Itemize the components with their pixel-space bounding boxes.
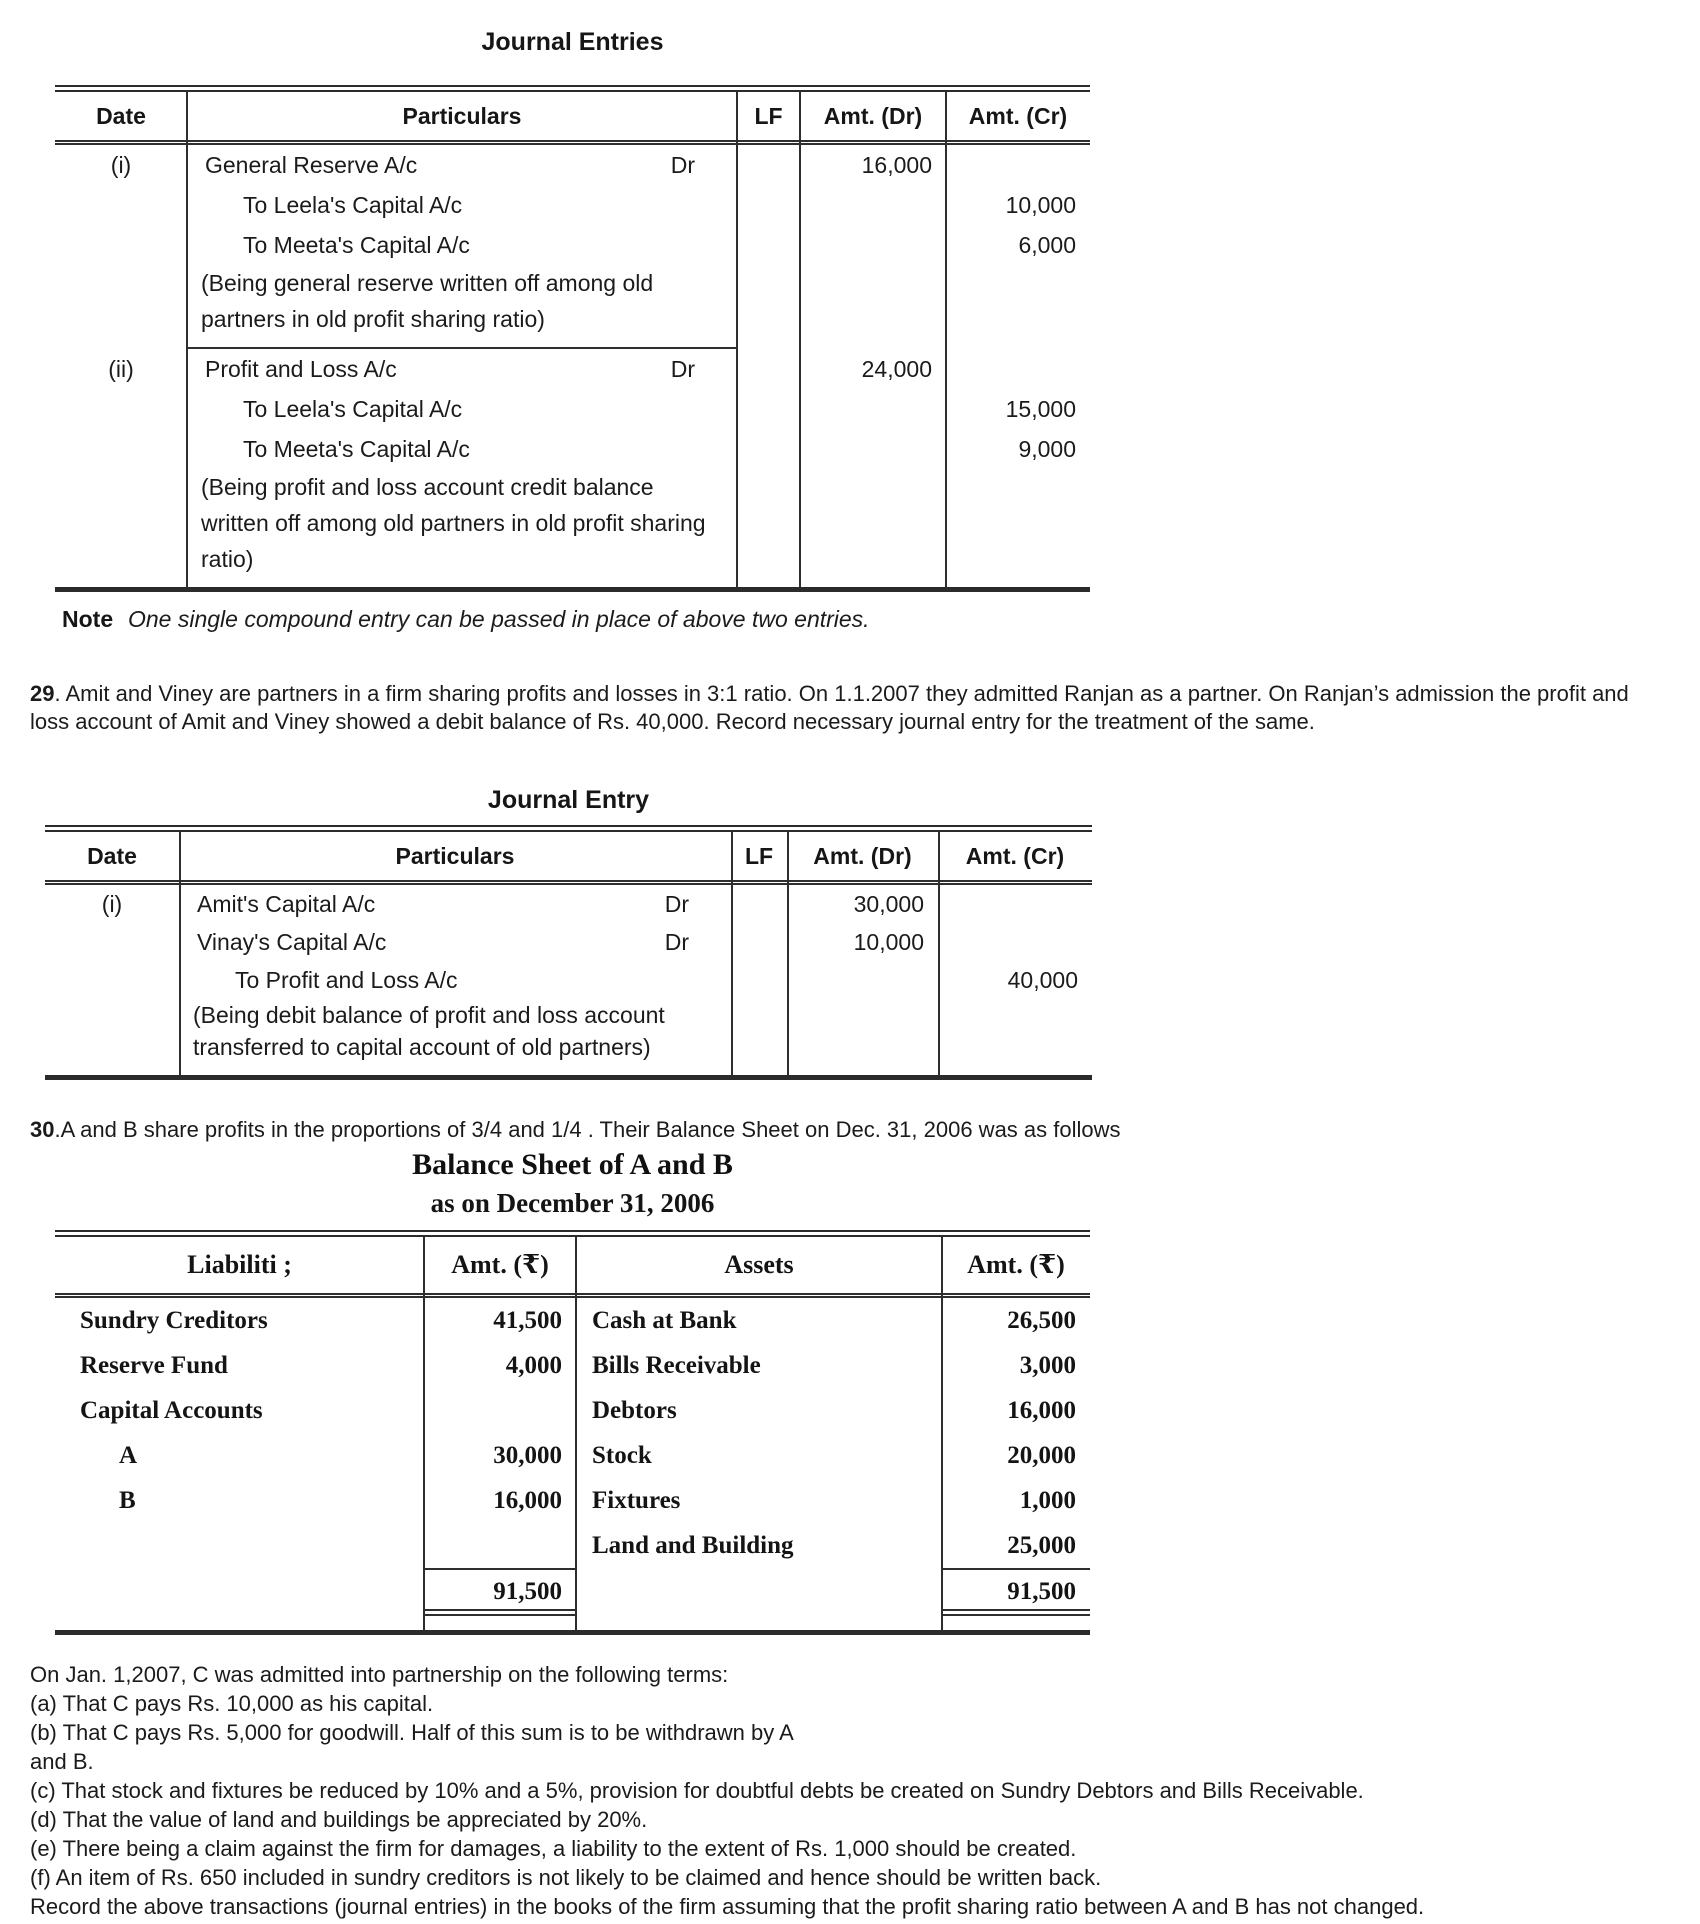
header-amt-dr: Amt. (Dr) <box>813 843 912 869</box>
table-rule <box>179 832 181 1075</box>
header-amt-cr: Amt. (Cr) <box>965 843 1065 869</box>
balance-sheet-header-row <box>55 1237 1090 1293</box>
amount-cr <box>946 349 1090 389</box>
particulars-line <box>187 349 737 389</box>
asset-amount: 25,000 <box>1007 1532 1076 1559</box>
liabilities-total: 91,500 <box>424 1568 576 1616</box>
liability-amount <box>424 1388 576 1433</box>
amount-cr <box>946 145 1090 185</box>
spacer <box>55 1568 424 1616</box>
terms-line: (d) That the value of land and buildings be appreciated by 20%. <box>30 1807 648 1832</box>
terms-line: and B. <box>30 1749 94 1774</box>
amt-cr-cell <box>946 145 1090 347</box>
liability-name: Capital Accounts <box>80 1397 263 1424</box>
narration: (Being general reserve written off among old partners in old profit sharing ratio) <box>201 270 654 332</box>
balance-sheet-table <box>55 1230 1090 1635</box>
balance-sheet-row <box>55 1388 1090 1433</box>
liability-name: A <box>119 1442 138 1469</box>
asset-amount: 1,000 <box>1019 1487 1076 1514</box>
amount-dr: 30,000 <box>853 891 924 917</box>
journal-entries-title: Journal Entries <box>481 28 664 56</box>
account-name: To Meeta's Capital A/c <box>243 435 470 462</box>
liability-amount: 4,000 <box>505 1352 562 1379</box>
amount-cr <box>938 885 1092 923</box>
particulars-line <box>187 225 737 265</box>
particulars-line <box>179 885 731 923</box>
entry-date: (i) <box>101 891 123 917</box>
question-text: .A and B share profits in the proportions of 3/4 and 1/4 . Their Balance Sheet on Dec. 31, 2006 was as follows <box>54 1117 1121 1142</box>
liability-name: Reserve Fund <box>80 1352 228 1379</box>
spacer <box>576 1568 942 1616</box>
dr-label: Dr <box>670 151 695 178</box>
account-name: To Leela's Capital A/c <box>243 191 463 218</box>
table-rule <box>186 92 188 587</box>
balance-sheet-row <box>55 1298 1090 1343</box>
terms-line: (f) An item of Rs. 650 included in sundry creditors is not likely to be claimed and hence should be written back. <box>30 1865 1102 1890</box>
table-rule <box>799 92 801 587</box>
terms-line: (e) There being a claim against the firm for damages, a liability to the extent of Rs. 1,000 should be created. <box>30 1836 1077 1861</box>
liability-amount: 41,500 <box>493 1307 562 1334</box>
lf-cell <box>731 885 787 1075</box>
account-name: Vinay's Capital A/c <box>197 928 387 955</box>
particulars-line <box>179 961 731 999</box>
journal-entry-title: Journal Entry <box>487 786 650 814</box>
account-name: General Reserve A/c <box>205 151 418 178</box>
balance-sheet-totals-row <box>55 1568 1090 1616</box>
particulars-line <box>187 429 737 469</box>
liability-amount <box>424 1523 576 1568</box>
spacer <box>55 1616 1090 1630</box>
particulars-line <box>187 145 737 185</box>
entry-date: (i) <box>110 152 132 178</box>
note-label: Note <box>62 606 114 632</box>
balance-sheet-row <box>55 1478 1090 1523</box>
liability-name: B <box>119 1487 136 1514</box>
amount-cr: 6,000 <box>1018 232 1076 258</box>
terms-line: (a) That C pays Rs. 10,000 as his capital. <box>30 1691 434 1716</box>
header-particulars: Particulars <box>402 103 522 129</box>
question-number: 29 <box>30 681 55 706</box>
admission-terms <box>30 1660 1680 1921</box>
balance-sheet-row <box>55 1433 1090 1478</box>
dr-label: Dr <box>664 928 689 955</box>
table-header-row <box>55 92 1090 140</box>
amount-cr: 10,000 <box>1005 192 1076 218</box>
asset-name: Cash at Bank <box>592 1307 737 1334</box>
particulars-line <box>187 389 737 429</box>
amt-dr-cell <box>800 145 946 347</box>
account-name: To Leela's Capital A/c <box>243 395 463 422</box>
journal-entry-row <box>55 145 1090 347</box>
dr-label: Dr <box>670 355 695 382</box>
asset-amount: 26,500 <box>1007 1307 1076 1334</box>
asset-amount: 3,000 <box>1019 1352 1076 1379</box>
table-rule <box>938 832 940 1075</box>
terms-line: (b) That C pays Rs. 5,000 for goodwill. Half of this sum is to be withdrawn by A <box>30 1720 794 1745</box>
table-rule <box>945 92 947 587</box>
liability-amount: 30,000 <box>493 1442 562 1469</box>
lf-cell <box>737 145 800 347</box>
dr-label: Dr <box>664 890 689 917</box>
narration: (Being profit and loss account credit balance written off among old partners in old profit sharing ratio) <box>201 474 706 572</box>
journal-entries-table <box>55 85 1090 592</box>
amount-dr: 16,000 <box>861 152 932 178</box>
amt-cr-cell <box>938 885 1092 1075</box>
terms-line: Record the above transactions (journal entries) in the books of the firm assuming that the profit sharing ratio between A and B has not changed. <box>30 1894 1425 1919</box>
amount-dr: 10,000 <box>853 929 924 955</box>
note <box>62 603 870 636</box>
liability-name <box>55 1523 424 1568</box>
terms-line: On Jan. 1,2007, C was admitted into partnership on the following terms: <box>30 1662 729 1687</box>
account-name: Amit's Capital A/c <box>197 890 376 917</box>
entry-particulars <box>187 145 737 347</box>
header-amt-liabilities: Amt. (₹) <box>451 1250 549 1279</box>
terms-line: (c) That stock and fixtures be reduced by 10% and a 5%, provision for doubtful debts be created on Sundry Debtors and Bills Receivable. <box>30 1778 1364 1803</box>
header-amt-dr: Amt. (Dr) <box>823 103 923 129</box>
balance-sheet-row <box>55 1523 1090 1568</box>
table-header-row <box>45 832 1092 880</box>
amount-cr: 40,000 <box>1007 967 1078 993</box>
lf-cell <box>737 349 800 587</box>
journal-entry-row <box>45 885 1092 1075</box>
asset-name: Land and Building <box>592 1532 794 1559</box>
amount-cr <box>938 923 1092 961</box>
header-date: Date <box>96 103 146 129</box>
amount-cr: 9,000 <box>1018 436 1076 462</box>
table-rule <box>787 832 789 1075</box>
question-text: . Amit and Viney are partners in a firm sharing profits and losses in 3:1 ratio. On 1.1.2007 they admitted Ranjan as a partner. On Ranjan’s admission the profit and loss account of Amit and Viney showed a debit balance of Rs. 40,000. Record necessary journal entry for the treatment of the same. <box>30 681 1629 734</box>
header-amt-cr: Amt. (Cr) <box>968 103 1068 129</box>
balance-sheet-title: Balance Sheet of A and B <box>412 1148 733 1181</box>
journal-entry-table <box>45 825 1092 1080</box>
entry-particulars <box>187 349 737 587</box>
header-amt-assets: Amt. (₹) <box>967 1250 1065 1279</box>
asset-amount: 16,000 <box>1007 1397 1076 1424</box>
account-name: To Profit and Loss A/c <box>235 966 458 993</box>
amount-dr: 24,000 <box>861 356 932 382</box>
question-30 <box>30 1116 1650 1144</box>
assets-total: 91,500 <box>942 1568 1090 1616</box>
asset-name: Bills Receivable <box>592 1352 761 1379</box>
header-date: Date <box>87 843 137 869</box>
asset-amount: 20,000 <box>1007 1442 1076 1469</box>
table-rule <box>731 832 733 1075</box>
account-name: To Meeta's Capital A/c <box>243 231 470 258</box>
table-rule <box>423 1237 425 1630</box>
balance-sheet-subtitle: as on December 31, 2006 <box>430 1188 715 1218</box>
journal-entry-row <box>55 349 1090 587</box>
entry-date: (ii) <box>108 356 134 382</box>
question-29 <box>30 680 1630 736</box>
header-lf: LF <box>744 843 774 869</box>
header-liabilities: Liabiliti ; <box>187 1250 292 1279</box>
amt-cr-cell <box>946 349 1090 587</box>
header-particulars: Particulars <box>395 843 515 869</box>
asset-name: Stock <box>592 1442 652 1469</box>
header-assets: Assets <box>724 1250 794 1279</box>
asset-name: Fixtures <box>592 1487 681 1514</box>
question-number: 30 <box>30 1117 55 1142</box>
note-text: One single compound entry can be passed in place of above two entries. <box>128 606 870 632</box>
amt-dr-cell <box>787 885 938 1075</box>
header-lf: LF <box>754 103 783 129</box>
particulars-line <box>187 185 737 225</box>
table-rule <box>736 92 738 587</box>
liability-name: Sundry Creditors <box>80 1307 268 1334</box>
table-rule <box>575 1237 577 1630</box>
liability-amount: 16,000 <box>493 1487 562 1514</box>
particulars-line <box>179 923 731 961</box>
table-rule <box>941 1237 943 1630</box>
entry-particulars <box>179 885 731 1075</box>
asset-name: Debtors <box>592 1397 677 1424</box>
amt-dr-cell <box>800 349 946 587</box>
balance-sheet-row <box>55 1343 1090 1388</box>
amount-cr: 15,000 <box>1005 396 1076 422</box>
account-name: Profit and Loss A/c <box>205 355 397 382</box>
narration: (Being debit balance of profit and loss account transferred to capital account of old partners) <box>193 1002 665 1060</box>
